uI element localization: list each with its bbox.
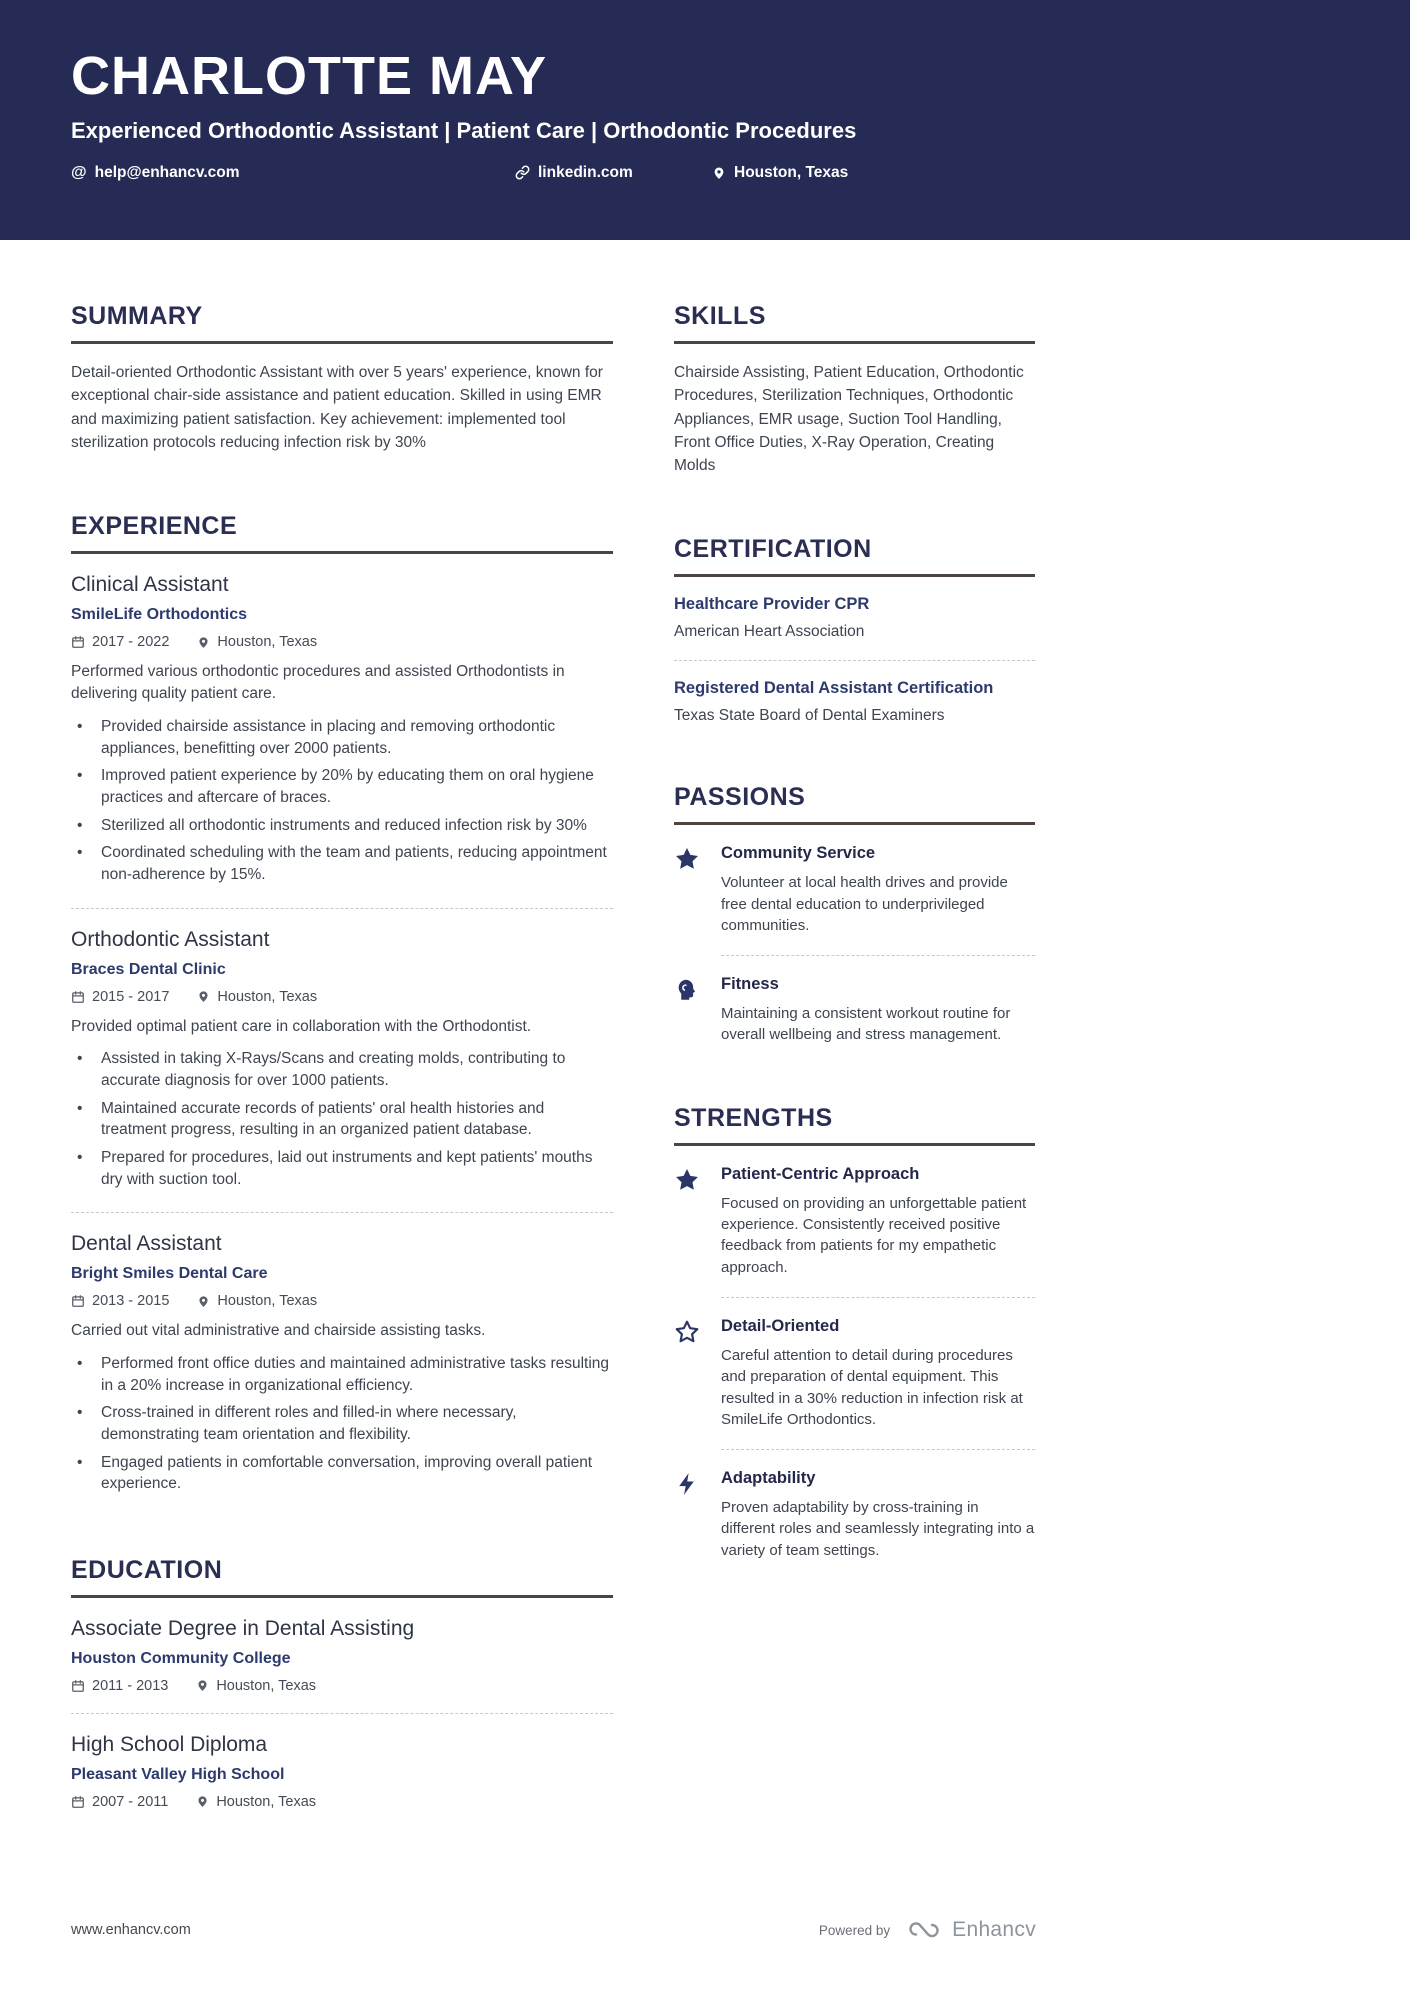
date-text: 2013 - 2015 — [92, 1293, 170, 1310]
certification-heading: CERTIFICATION — [674, 535, 1035, 577]
job-description: Provided optimal patient care in collaboration with the Orthodontist. — [71, 1017, 532, 1035]
link-icon — [515, 165, 530, 180]
website-link[interactable]: www.enhancv.com — [71, 1922, 191, 1938]
location-text: Houston, Texas — [217, 634, 318, 650]
strength-title: Adaptability — [721, 1469, 816, 1488]
location-text: Houston, Texas — [734, 163, 849, 181]
location-text: Houston, Texas — [216, 1793, 317, 1810]
divider — [674, 660, 1035, 661]
page-footer — [71, 1918, 1036, 1942]
experience-section — [71, 512, 613, 1498]
job-location — [197, 1293, 317, 1309]
passion-body — [721, 844, 1035, 956]
bullet-item: • Sterilized all orthodontic instruments and reduced infection risk by 30% — [71, 812, 613, 840]
job-location — [197, 634, 317, 650]
star-outline-icon — [674, 1317, 704, 1450]
skills-heading: SKILLS — [674, 302, 1035, 344]
date-range — [71, 1293, 169, 1309]
job-title: Orthodontic Assistant — [71, 927, 270, 951]
strength-body — [721, 1469, 1035, 1561]
divider — [71, 908, 613, 909]
lightning-icon — [674, 1469, 704, 1561]
right-column — [674, 302, 1035, 1868]
divider — [71, 1212, 613, 1213]
skills-text: Chairside Assisting, Patient Education, Orthodontic Procedures, Sterilization Techniques, Orthodontic Appliances, EMR usage, Suction Tool Handling, Front Office Duties, X-Ray Operation, Creating Molds — [674, 364, 1024, 474]
location-text: Houston, Texas — [217, 988, 318, 1005]
education-section — [71, 1556, 613, 1810]
bullet-item: • Coordinated scheduling with the team and patients, reducing appointment non-adherence by 15%. — [71, 839, 613, 888]
bullet-item: • Improved patient experience by 20% by educating them on oral hygiene practices and aftercare of braces. — [71, 762, 613, 811]
date-text: 2017 - 2022 — [92, 634, 170, 650]
strength-entry — [674, 1469, 1035, 1561]
date-text: 2011 - 2013 — [92, 1677, 169, 1694]
degree-title: High School Diploma — [71, 1732, 268, 1756]
strength-title: Detail-Oriented — [721, 1316, 840, 1335]
certification-name: Healthcare Provider CPR — [674, 595, 870, 614]
bullet-item: • Cross-trained in different roles and filled-in where necessary, demonstrating team orientation and flexibility. — [71, 1399, 613, 1448]
bullet-item: • Engaged patients in comfortable conversation, improving overall patient experience. — [71, 1449, 613, 1498]
passion-entry — [674, 844, 1035, 956]
job-description: Performed various orthodontic procedures and assisted Orthodontists in delivering quality patient care. — [71, 663, 565, 703]
skills-section — [674, 302, 1035, 477]
passion-entry — [674, 975, 1035, 1046]
powered-by-label: Powered by — [818, 1922, 891, 1938]
bullet-list — [71, 1045, 613, 1193]
divider — [721, 955, 1035, 956]
certification-name: Registered Dental Assistant Certification — [674, 679, 994, 698]
contact-row — [71, 164, 1339, 186]
star-icon — [674, 1165, 704, 1298]
enhancv-logo-text: Enhancv — [952, 1918, 1036, 1941]
company-name: Bright Smiles Dental Care — [71, 1265, 268, 1283]
job-meta — [71, 634, 613, 650]
email-icon: @ — [71, 163, 87, 181]
enhancv-logo[interactable] — [904, 1918, 1036, 1942]
summary-text: Detail-oriented Orthodontic Assistant with over 5 years' experience, known for exceptional chair-side assistance and patient education. Skilled in using EMR and maximizing patient satisfaction. Key achievement: implemented tool sterilization protocols reducing infection risk by 30% — [71, 364, 603, 451]
location-pin-icon — [197, 1294, 210, 1309]
education-location — [196, 1794, 316, 1810]
location-text: Houston, Texas — [216, 1677, 317, 1694]
divider — [721, 1297, 1035, 1298]
bullet-item: • Assisted in taking X-Rays/Scans and creating molds, contributing to accurate diagnosis for over 1000 patients. — [71, 1045, 613, 1094]
education-heading: EDUCATION — [71, 1556, 613, 1598]
job-description: Carried out vital administrative and chairside assisting tasks. — [71, 1322, 486, 1340]
linkedin-link[interactable] — [515, 164, 633, 182]
resume-header — [0, 0, 1410, 240]
star-icon — [674, 844, 704, 956]
location-pin-icon — [712, 165, 726, 181]
strength-entry — [674, 1317, 1035, 1450]
company-name: Braces Dental Clinic — [71, 960, 226, 978]
job-entry — [71, 1232, 613, 1498]
job-entry — [71, 573, 613, 909]
education-entry — [71, 1617, 613, 1714]
location-text: Houston, Texas — [217, 1293, 318, 1310]
education-entry — [71, 1733, 613, 1810]
date-range — [71, 1678, 168, 1694]
education-meta — [71, 1794, 613, 1810]
education-meta — [71, 1678, 613, 1694]
calendar-icon — [71, 1795, 85, 1809]
job-meta — [71, 989, 613, 1005]
email-link[interactable] — [71, 164, 240, 182]
email-text: help@enhancv.com — [94, 163, 240, 181]
passion-body — [721, 975, 1035, 1046]
location-pin-icon — [197, 635, 210, 650]
job-entry — [71, 928, 613, 1214]
location-pin-icon — [196, 1678, 209, 1693]
passions-section — [674, 783, 1035, 1045]
education-location — [196, 1678, 316, 1694]
certification-entry — [674, 679, 1035, 725]
certification-issuer: American Heart Association — [674, 623, 865, 641]
passions-heading: PASSIONS — [674, 783, 1035, 825]
date-text: 2007 - 2011 — [92, 1793, 169, 1810]
calendar-icon — [71, 990, 85, 1004]
date-range — [71, 989, 169, 1005]
summary-section — [71, 302, 613, 454]
strength-body — [721, 1317, 1035, 1450]
certification-section — [674, 535, 1035, 725]
date-range — [71, 634, 169, 650]
job-meta — [71, 1293, 613, 1309]
summary-heading: SUMMARY — [71, 302, 613, 344]
bullet-item: • Provided chairside assistance in placing and removing orthodontic appliances, benefitting over 2000 patients. — [71, 713, 613, 762]
strengths-section — [674, 1104, 1035, 1561]
strength-entry — [674, 1165, 1035, 1298]
strengths-heading: STRENGTHS — [674, 1104, 1035, 1146]
date-range — [71, 1794, 168, 1810]
headline: Experienced Orthodontic Assistant | Patient Care | Orthodontic Procedures — [71, 117, 857, 143]
passion-title: Fitness — [721, 975, 779, 994]
divider — [71, 1713, 613, 1714]
divider — [721, 1449, 1035, 1450]
bullet-item: • Prepared for procedures, laid out instruments and kept patients' mouths dry with suction tool. — [71, 1144, 613, 1193]
job-title: Dental Assistant — [71, 1232, 222, 1256]
job-title: Clinical Assistant — [71, 573, 229, 596]
left-column — [71, 302, 613, 1868]
company-name: SmileLife Orthodontics — [71, 606, 248, 623]
school-name: Pleasant Valley High School — [71, 1765, 285, 1783]
calendar-icon — [71, 635, 85, 649]
passion-text: Maintaining a consistent workout routine for overall wellbeing and stress management. — [721, 1005, 1011, 1044]
location-pin-icon — [197, 989, 210, 1004]
bullet-item: • Maintained accurate records of patients' oral health histories and treatment progress, resulting in an organized patient database. — [71, 1095, 613, 1144]
strength-title: Patient-Centric Approach — [721, 1164, 920, 1183]
calendar-icon — [71, 1679, 85, 1693]
job-location — [197, 989, 317, 1005]
fitness-head-icon — [674, 975, 704, 1046]
person-name: CHARLOTTE MAY — [71, 46, 548, 106]
certification-entry — [674, 595, 1035, 661]
strength-text: Focused on providing an unforgettable patient experience. Consistently received positive feedback from patients for my empathetic approach. — [721, 1194, 1027, 1276]
resume-body — [0, 302, 1410, 1868]
experience-heading: EXPERIENCE — [71, 512, 613, 554]
date-text: 2015 - 2017 — [92, 988, 170, 1005]
certification-issuer: Texas State Board of Dental Examiners — [674, 707, 945, 725]
linkedin-text: linkedin.com — [538, 163, 633, 181]
bullet-item: • Performed front office duties and maintained administrative tasks resulting in a 20% increase in organizational efficiency. — [71, 1350, 613, 1399]
passion-title: Community Service — [721, 844, 876, 863]
header-location — [712, 164, 848, 182]
strength-body — [721, 1165, 1035, 1298]
location-pin-icon — [196, 1794, 209, 1809]
strength-text: Careful attention to detail during procedures and preparation of dental equipment. This resulted in a 30% reduction in infection risk at SmileLife Orthodontics. — [721, 1346, 1023, 1428]
bullet-list — [71, 1350, 613, 1498]
school-name: Houston Community College — [71, 1649, 291, 1667]
enhancv-logo-icon — [904, 1920, 944, 1940]
calendar-icon — [71, 1294, 85, 1308]
passion-text: Volunteer at local health drives and provide free dental education to underprivileged communities. — [721, 874, 1008, 934]
footer-branding — [819, 1918, 1036, 1942]
bullet-list — [71, 713, 613, 889]
strength-text: Proven adaptability by cross-training in different roles and seamlessly integrating into a variety of team settings. — [721, 1499, 1035, 1559]
degree-title: Associate Degree in Dental Assisting — [71, 1616, 415, 1640]
